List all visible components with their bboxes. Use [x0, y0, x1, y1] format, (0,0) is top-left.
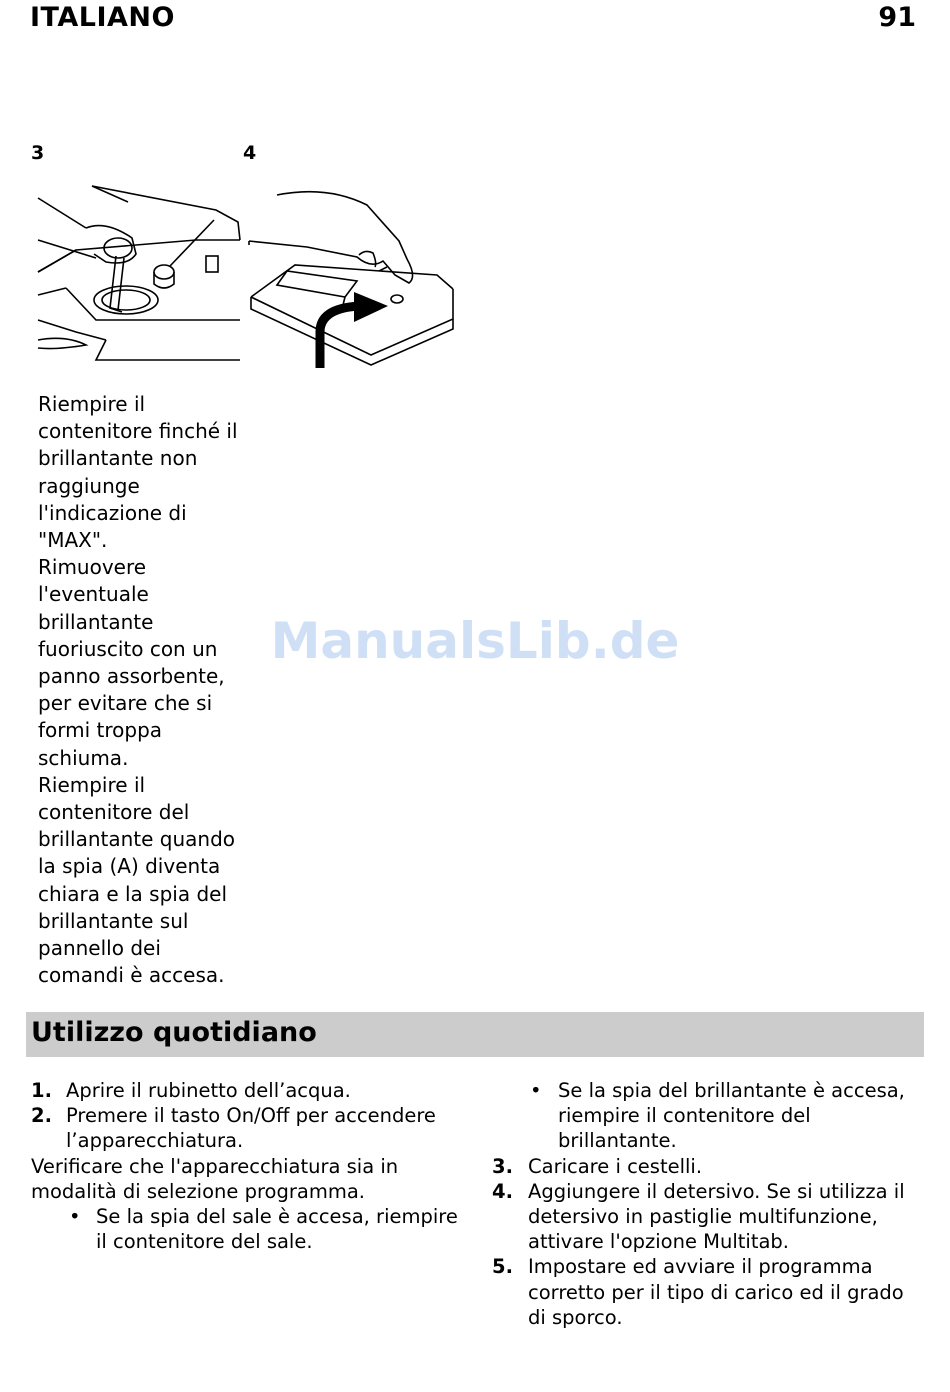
intro-text	[38, 391, 238, 989]
intro-line: Riempire il	[38, 392, 146, 416]
step-number: 4.	[492, 1179, 513, 1203]
figure-3-illustration	[36, 180, 242, 372]
intro-line: schiuma.	[38, 745, 129, 770]
section-header	[26, 1012, 924, 1057]
intro-line: Rimuovere	[38, 555, 147, 580]
step-text: Caricare i cestelli.	[528, 1154, 703, 1178]
step-4	[492, 1179, 912, 1255]
step-number: 2.	[31, 1104, 52, 1128]
intro-line: la spia (A) diventa	[38, 854, 221, 879]
intro-line: panno assorbente,	[38, 664, 225, 689]
step-text: Aprire il rubinetto dell’acqua.	[66, 1079, 351, 1102]
arrow-icon	[310, 292, 400, 372]
step-2	[31, 1103, 471, 1153]
intro-line: comandi è accesa.	[38, 963, 225, 988]
intro-line: brillantante quando	[38, 827, 236, 852]
step-3	[492, 1154, 912, 1179]
mode-check-paragraph: Verificare che l'apparecchiatura sia in modalità di selezione programma.	[31, 1154, 399, 1203]
intro-line: fuoriuscito con un	[38, 636, 218, 661]
intro-line: l'indicazione di	[38, 500, 187, 525]
intro-line: per evitare che si	[38, 691, 213, 716]
bullet-rinse-aid	[492, 1078, 912, 1154]
intro-line: contenitore finché il	[38, 419, 238, 444]
intro-line: raggiunge	[38, 473, 140, 498]
step-5	[492, 1254, 912, 1330]
bullet-dot: •	[530, 1079, 542, 1102]
step-text: Premere il tasto On/Off per accendere l’apparecchiatura.	[66, 1104, 436, 1153]
intro-line: chiara e la spia del	[38, 881, 227, 906]
step-number: 5.	[492, 1255, 513, 1279]
page-number: 91	[878, 2, 916, 33]
step-text: Impostare ed avviare il programma corretto per il tipo di carico ed il grado di sporco.	[528, 1255, 904, 1329]
section-title: Utilizzo quotidiano	[31, 1017, 317, 1048]
intro-line: pannello dei	[38, 936, 161, 961]
bullet-dot: •	[69, 1205, 81, 1229]
intro-line: l'eventuale	[38, 582, 149, 607]
step-number: 1.	[31, 1079, 52, 1102]
intro-line: formi troppa	[38, 718, 163, 743]
left-column	[31, 1078, 471, 1254]
bullet-text: Se la spia del brillantante è accesa, riempire il contenitore del brillantante.	[558, 1079, 905, 1153]
figure-3-label: 3	[31, 142, 45, 164]
intro-line: contenitore del	[38, 800, 190, 825]
bullet-salt	[31, 1204, 471, 1254]
header-language: ITALIANO	[30, 2, 175, 33]
step-1	[31, 1078, 471, 1103]
right-column	[492, 1078, 912, 1330]
intro-line: brillantante	[38, 609, 154, 634]
bullet-text: Se la spia del sale è accesa, riempire il contenitore del sale.	[96, 1205, 458, 1254]
intro-line: "MAX".	[38, 528, 108, 553]
intro-line: Riempire il	[38, 772, 146, 797]
watermark: ManualsLib.de	[270, 612, 680, 670]
intro-line: brillantante non	[38, 446, 198, 471]
intro-line: brillantante sul	[38, 908, 189, 933]
step-number: 3.	[492, 1154, 513, 1178]
figure-4-label: 4	[243, 142, 257, 164]
step-text: Aggiungere il detersivo. Se si utilizza il detersivo in pastiglie multifunzione, attivare l'opzione Multitab.	[528, 1179, 905, 1254]
